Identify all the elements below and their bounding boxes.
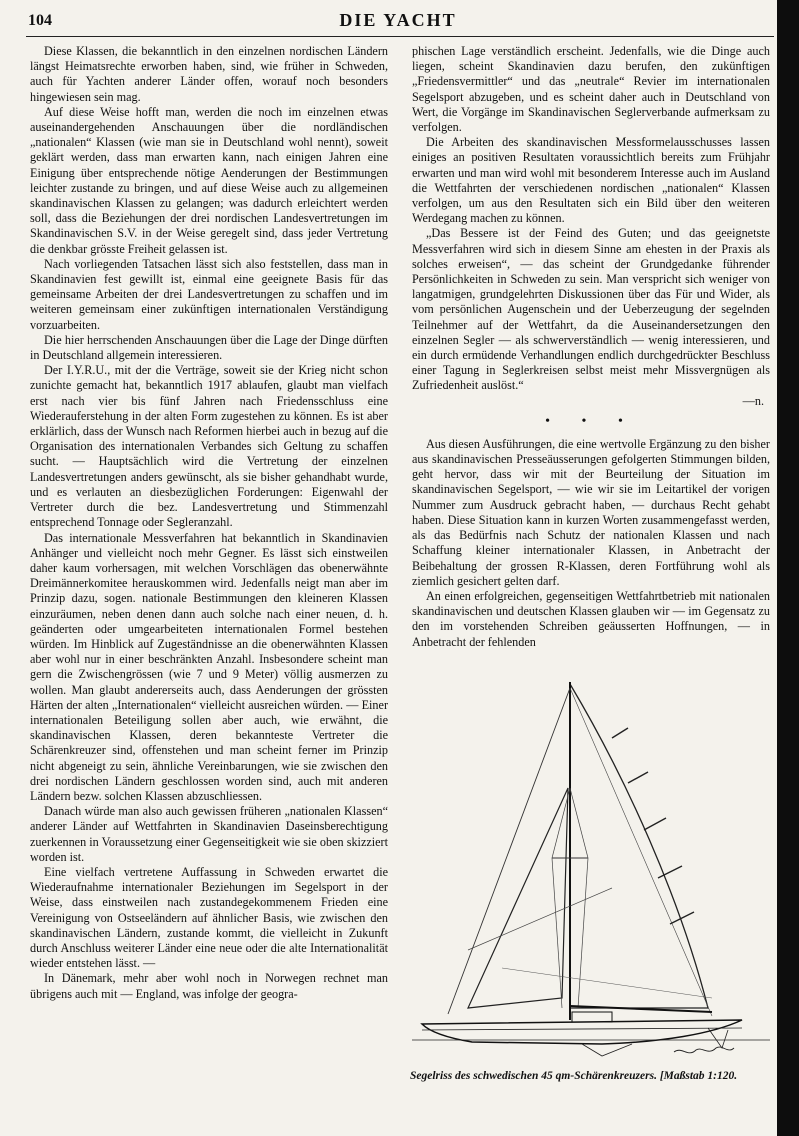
- paragraph: Eine vielfach vertretene Auffassung in Schweden erwartet die Wiederaufnahme internationaler Beziehungen im Segelsport in der Weise, dass einstweilen nach zustandegekommenem Frieden eine Vereinigung von Ostseeländern auf ähnlicher Basis, wie zwischen den skandinavischen Ländern, zustande kommt, die vielleicht in Zukunft durch Anschluss weiterer Länder eine neue oder die alte Internationalität wieder entstehen lässt. —: [30, 864, 388, 971]
- paragraph: Die hier herrschenden Anschauungen über die Lage der Dinge dürften in Deutschland allgemein interessieren.: [30, 332, 388, 363]
- paragraph: Auf diese Weise hofft man, werden die noch im einzelnen etwas auseinandergehenden Anschauungen über die nordländischen „nationalen“ Klassen (wie man sie in Deutschland wohl nennt), soweit geklärt werden, dass man erwarten kann, nach einigen Jahren eine Einigung über entsprechende nötige Aenderungen der Bestimmungen leichter zustande zu bringen, und auf diese Weise auch zu allgemeinen skandinavischen Klassen zu gelangen; was dadurch erleichtert werden soll, dass die Beziehungen der drei nordischen Landesvertretungen im Skandinavischen S.V. in der Weise geregelt sind, dass jeder Vertretung die denkbar grösste Freiheit gelassen ist.: [30, 104, 388, 256]
- running-title: DIE YACHT: [339, 10, 457, 30]
- right-column: [412, 44, 770, 650]
- paragraph: Diese Klassen, die bekanntlich in den einzelnen nordischen Ländern längst Heimatsrechte erworben haben, sind, wie früher in Schweden, auch für Yachten anderer Länder offen, worauf noch besonders hingewiesen sein mag.: [30, 44, 388, 104]
- paragraph: Das internationale Messverfahren hat bekanntlich in Skandinavien Anhänger und vielleicht noch mehr Gegner. Es lässt sich einstweilen daher kaum vorhersagen, mit welchen Vorschlägen das obenerwähnte Dreimännerkomitee herauskommen wird. Jedenfalls neigt man aber im Prinzip dazu, sogen. nationale Bestimmungen den kleineren Klassen einzuräumen, neben denen dann auch solche nach einer neuen, d. h. geänderten oder umgearbeiteten internationalen Formel bestehen würden. Im Hinblick auf Zugeständnisse an die obenerwähnten Klassen aber wohl nur in einer beschränkten Anzahl. Insbesondere scheint man gern die Zwischengrössen (wie 7 und 9 Meter) völlig ausmerzen zu wollen. Man glaubt andererseits auch, dass Aenderungen der grössten Härten der alten „Internationalen“ vielleicht ausreichen würden. — Einer internationalen Beteiligung sollen aber auch, wie erwähnt, die skandinavischen Klassen, deren bekannteste Vertreter die Schärenkreuzer sind, offenstehen und man scheint ferner im Prinzip nicht abgeneigt zu sein, ähnliche Vereinbarungen, wie sie zwischen den drei nordischen Ländern geschlossen worden sind, auch mit anderen Ländern bezw. solchen Klassen abzuschliessen.: [30, 530, 388, 803]
- paragraph: Die Arbeiten des skandinavischen Messformelausschusses lassen einiges an positiven Resultaten voraussichtlich bereits zum Frühjahr erwarten und man wird wohl mit besonderem Interesse auch im Ausland die Wettfahrten der verschiedenen nordischen „nationalen“ Klassen verfolgen, um aus den Resultaten sich ein Bild über den weiteren Werdegang machen zu können.: [412, 135, 770, 226]
- paragraph: Aus diesen Ausführungen, die eine wertvolle Ergänzung zu den bisher aus skandinavischen Presseäusserungen gefolgerten Stimmungen bilden, geht hervor, dass wir mit der Beurteilung der Situation im skandinavischen Segelsport, — wie wir sie im Leitartikel der vorigen Nummer zum Ausdruck gebracht haben, — durchaus Recht gehabt haben. Diese Situation kann in kurzen Worten zusammengefasst werden, als das Bedürfnis nach Schutz der nationalen Klassen und nach Schaffung kleiner internationaler Klassen, in Anbetracht der Beibehaltung der grossen R-Klassen, deren Fortführung wohl als ziemlich gesichert gelten darf.: [412, 436, 770, 588]
- sail-plan-drawing: [412, 668, 770, 1068]
- header-rule: [26, 36, 774, 37]
- paragraph: An einen erfolgreichen, gegenseitigen Wettfahrtbetrieb mit nationalen skandinavischen und deutschen Klassen glauben wir — im Gegensatz zu den im vorstehenden Schreiben geäusserten Hoffnungen, — in Anbetracht der fehlenden: [412, 588, 770, 649]
- paragraph: Der I.Y.R.U., mit der die Verträge, soweit sie der Krieg nicht schon zunichte gemacht hat, bekanntlich 1917 ablaufen, glaubt man vielfach erst nach vier bis fünf Jahren nach Friedensschluss eine Wiederauferstehung in der alten Form zugestehen zu können. Es ist aber erklärlich, dass der Wunsch nach Reformen hierbei auch in bezug auf die Organisation des internationalen Verbandes sich Geltung zu schaffen sucht. — Hauptsächlich wird die Vertretung der einzelnen Landesvertretungen anders gewünscht, als sie bisher gehandhabt wurde, und es verlauten an diesbezüglichen Forderungen: Eigenwahl der Vertreter durch die bez. Landesvertretung und Stimmenzahl entsprechend Tonnage oder Segleranzahl.: [30, 363, 388, 530]
- paragraph: „Das Bessere ist der Feind des Guten; und das geeignetste Messverfahren wird sich in diesem Sinne am ehesten in der Praxis als solches erweisen“, — das scheint der Grundgedanke führender Persönlichkeiten in Schweden zu sein. Man verspricht sich weniger von langatmigen, grundgelehrten Diskussionen über das Für und Wider, als vom persönlichen Augenschein und der Ueberzeugung der segelnden Teilnehmer auf der Wettfahrt, da die Auseinandersetzungen den einzelnen Segler — als schwerverständlich — wenig interessieren, und ein durch ermüdende Verhandlungen endlich durchgedrückter Beschluss einer Tagung in Seglerkreisen selbst meist mehr Missvergnügen als Zufriedenheit auslöst.“: [412, 226, 770, 393]
- paragraph: In Dänemark, mehr aber wohl noch in Norwegen rechnet man übrigens auch mit — England, was infolge der geogra-: [30, 971, 388, 1001]
- scan-edge: [777, 0, 799, 1136]
- paragraph: Danach würde man also auch gewissen früheren „nationalen Klassen“ anderer Länder auf Wettfahrten in Skandinavien Daseinsberechtigung zuerkennen in Voraussetzung einer Gegenseitigkeit wie sie oben skizziert worden ist.: [30, 804, 388, 864]
- author-signature: —n.: [742, 393, 764, 408]
- left-column: [30, 44, 388, 1002]
- paragraph: Nach vorliegenden Tatsachen lässt sich also feststellen, dass man in Skandinavien fest gewillt ist, einmal eine geeignete Basis für das gemeinsame Arbeiten der drei Landesvertretungen zu schaffen und im weiteren gemeinsam einer zukünftigen internationalen Verständigung vorzuarbeiten.: [30, 256, 388, 332]
- paragraph: phischen Lage verständlich erscheint. Jedenfalls, wie die Dinge auch liegen, scheint Skandinavien dazu berufen, den zukünftigen „Friedensvermittler“ und das „neutrale“ Revier im internationalen Segelsport abzugeben, und es scheint daher auch in Deutschland von Wert, die Vorgänge im Skandinavischen Seglerverbande aufmerksam zu verfolgen.: [412, 44, 770, 135]
- figure-caption: Segelriss des schwedischen 45 qm-Schärenkreuzers. [Maßstab 1:120.: [410, 1070, 738, 1082]
- section-separator: • • •: [545, 413, 637, 429]
- sail-plan-figure: [412, 668, 770, 1068]
- page-number: 104: [28, 12, 52, 29]
- page-header: [28, 10, 768, 36]
